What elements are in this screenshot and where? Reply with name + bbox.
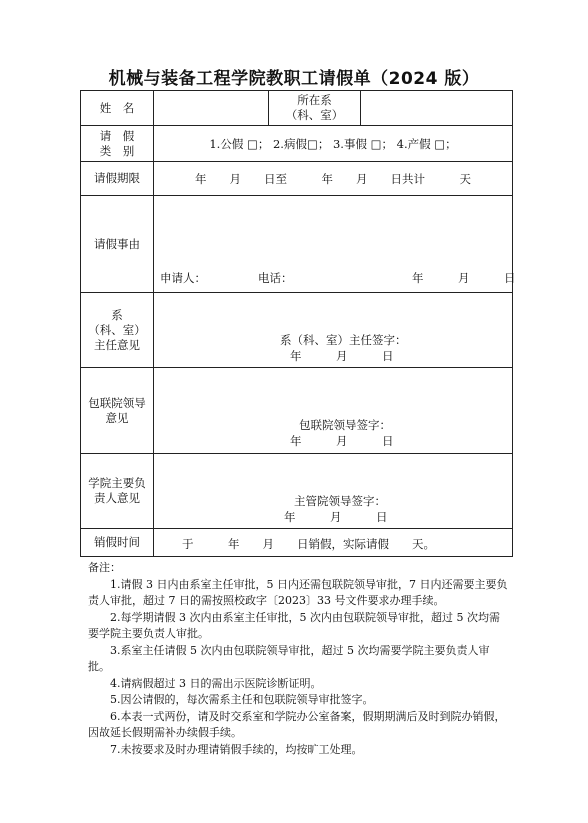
dept-sign-date: 年 月 日 [290,349,394,363]
dept-opinion-line1: 系 [111,307,123,322]
note-item: 6.本表一式两份，请及时交系室和学院办公室备案，假期期满后及时到院办销假，因故延长假期需补办续假手续。 [88,709,506,739]
name-label: 姓 名 [81,91,154,126]
reason-field[interactable] [154,196,516,293]
cancel-text: 于 年 月 日销假，实际请假 天。 [182,537,435,551]
row-type [81,126,513,162]
head-sign-label: 主管院领导签字： [294,494,386,508]
dept-opinion-label [81,293,154,368]
row-reason [81,196,513,293]
head-sign-date: 年 月 日 [284,510,388,524]
leader-sign-label: 包联院领导签字： [299,418,391,432]
note-item: 1.请假 3 日内由系室主任审批，5 日内还需包联院领导审批，7 日内还需要主要负责人审批，超过 7 日的需按照校政字〔2023〕33 号文件要求办理手续。 [88,577,508,607]
reason-label: 请假事由 [81,196,154,293]
note-item: 2.每学期请假 3 次内由系室主任审批，5 次内由包联院领导审批，超过 5 次均需要学院主要负责人审批。 [88,610,500,640]
notes-heading: 备注： [88,561,121,574]
applicant-label: 申请人： [160,271,206,285]
period-label: 请假期限 [81,162,154,196]
row-dept-opinion [81,293,513,368]
row-period [81,162,513,196]
dept-label-line1: 所在系 [297,93,332,107]
applicant-date: 年 月 日 [412,271,516,285]
cancel-label: 销假时间 [81,529,154,557]
leave-form-table [80,90,516,557]
dept-opinion-field[interactable] [154,293,513,368]
dept-label-line2: （科、室） [285,108,344,122]
head-opinion-field[interactable] [154,454,513,529]
type-label-line1: 请 假 [99,128,135,143]
cancel-field[interactable] [154,529,513,557]
note-item: 3.系室主任请假 5 次内由包联院领导审批，超过 5 次均需要学院主要负责人审批。 [88,643,490,673]
row-head-opinion [81,454,513,529]
period-field[interactable]: 年 月 日至 年 月 日共计 天 [154,162,513,196]
row-cancel [81,529,513,557]
note-item: 7.未按要求及时办理请销假手续的，均按旷工处理。 [110,742,363,756]
note-item: 4.请病假超过 3 日的需出示医院诊断证明。 [110,676,322,690]
head-opinion-line1: 学院主要负 [88,476,146,490]
type-label-line2: 类 别 [99,143,135,158]
row-leader-opinion [81,368,513,454]
leave-type-options[interactable]: 1.公假 □； 2.病假□； 3.事假 □； 4.产假 □； [154,126,513,162]
note-item: 5.因公请假的，每次需系主任和包联院领导审批签字。 [110,693,374,706]
head-opinion-label [81,454,154,529]
dept-field[interactable] [361,91,513,126]
head-opinion-line2: 责人意见 [94,491,140,505]
page-title: 机械与装备工程学院教职工请假单（2024 版） [108,69,480,89]
row-name [81,91,513,126]
dept-opinion-line3: 主任意见 [94,337,140,352]
phone-label: 电话： [258,271,293,285]
notes-section [88,560,508,758]
leader-opinion-field[interactable] [154,368,513,454]
name-field[interactable] [154,91,269,126]
leader-opinion-line2: 意见 [105,410,129,425]
dept-opinion-line2: （科、室） [88,322,146,337]
dept-label [269,91,361,126]
leader-opinion-line1: 包联院领导 [88,395,146,410]
dept-sign-label: 系（科、室）主任签字： [280,333,407,347]
leader-opinion-label [81,368,154,454]
type-label [81,126,154,162]
leader-sign-date: 年 月 日 [290,434,394,448]
